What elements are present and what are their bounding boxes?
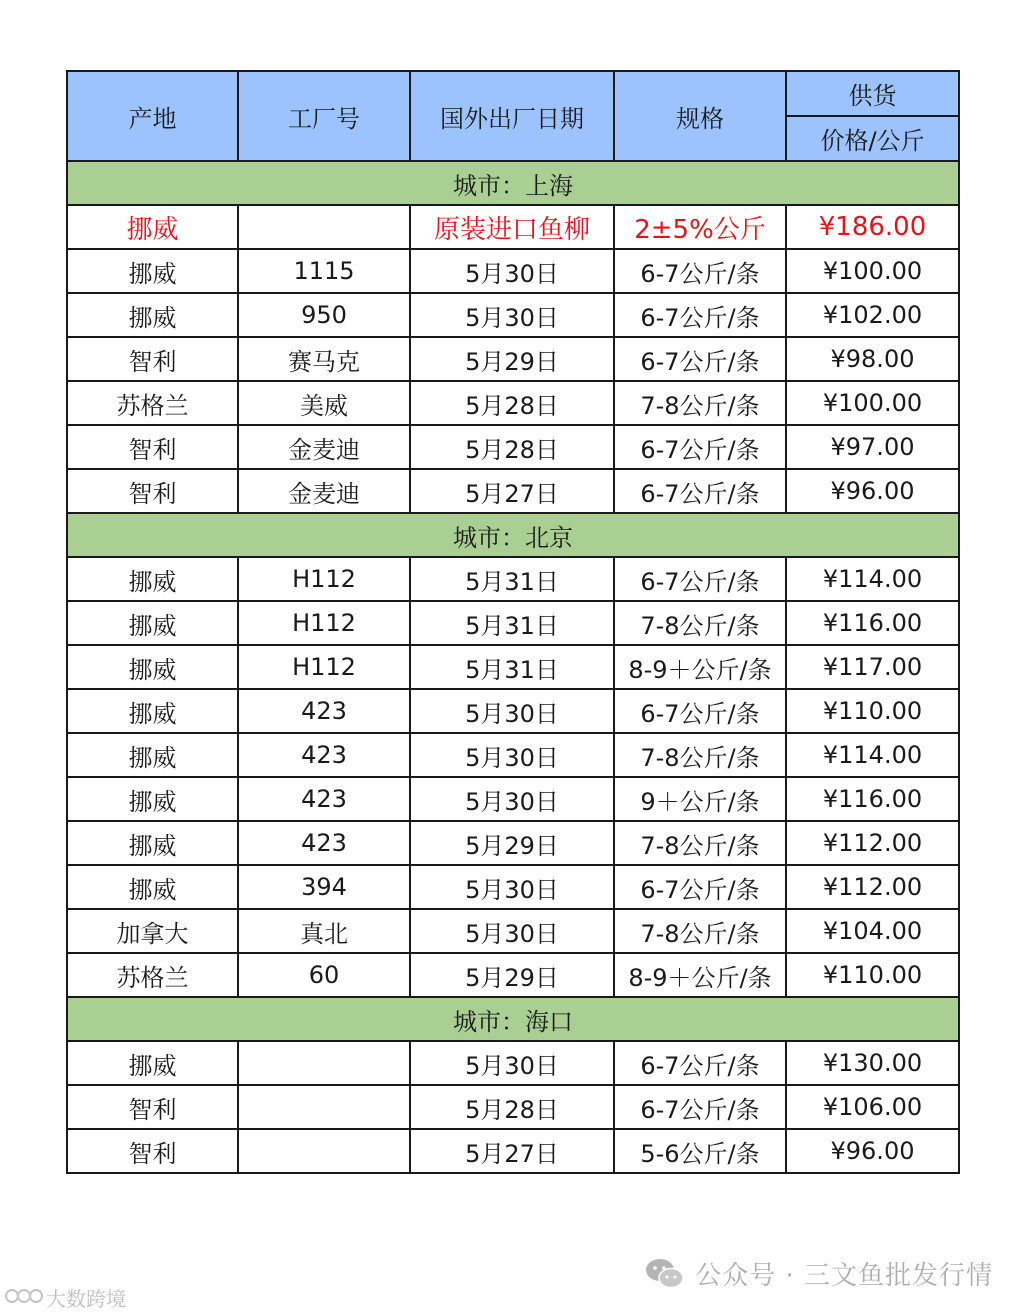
cell-date: 5月30日 — [410, 909, 614, 953]
table-row — [67, 821, 959, 865]
cell-factory: 金麦迪 — [238, 469, 410, 513]
table-row — [67, 733, 959, 777]
cell-date: 5月30日 — [410, 249, 614, 293]
cell-spec: 6-7公斤/条 — [614, 865, 786, 909]
cell-date: 5月31日 — [410, 645, 614, 689]
cell-date: 5月29日 — [410, 821, 614, 865]
cell-origin: 挪威 — [67, 249, 238, 293]
cell-date: 5月27日 — [410, 469, 614, 513]
city-row — [67, 997, 959, 1041]
cell-spec: 8-9＋公斤/条 — [614, 953, 786, 997]
cell-date: 5月28日 — [410, 381, 614, 425]
table-row — [67, 1129, 959, 1173]
city-row — [67, 513, 959, 557]
cell-factory: 真北 — [238, 909, 410, 953]
price-table — [66, 70, 960, 1174]
cell-origin: 挪威 — [67, 865, 238, 909]
table-row — [67, 381, 959, 425]
cell-price: ¥100.00 — [786, 381, 959, 425]
cell-price: ¥96.00 — [786, 469, 959, 513]
city-label: 城市：北京 — [67, 513, 959, 557]
cell-price: ¥96.00 — [786, 1129, 959, 1173]
cell-origin: 挪威 — [67, 821, 238, 865]
cell-price: ¥114.00 — [786, 733, 959, 777]
cell-date: 5月29日 — [410, 953, 614, 997]
table-row — [67, 249, 959, 293]
cell-origin: 智利 — [67, 1129, 238, 1173]
cell-spec: 7-8公斤/条 — [614, 821, 786, 865]
cell-spec: 6-7公斤/条 — [614, 293, 786, 337]
cell-date: 5月30日 — [410, 777, 614, 821]
cell-price: ¥116.00 — [786, 601, 959, 645]
table-header — [67, 71, 959, 161]
cell-date: 5月30日 — [410, 689, 614, 733]
cell-origin: 苏格兰 — [67, 381, 238, 425]
cell-factory: 394 — [238, 865, 410, 909]
cell-factory: 60 — [238, 953, 410, 997]
cell-spec: 6-7公斤/条 — [614, 469, 786, 513]
cell-factory: 423 — [238, 777, 410, 821]
table-row — [67, 777, 959, 821]
city-label: 城市：上海 — [67, 161, 959, 205]
header-origin: 产地 — [67, 71, 238, 161]
cell-origin: 挪威 — [67, 557, 238, 601]
cell-price: ¥102.00 — [786, 293, 959, 337]
cell-price: ¥106.00 — [786, 1085, 959, 1129]
cell-date: 5月27日 — [410, 1129, 614, 1173]
cell-price: ¥100.00 — [786, 249, 959, 293]
cell-date: 5月30日 — [410, 865, 614, 909]
cell-price: ¥114.00 — [786, 557, 959, 601]
cell-origin: 苏格兰 — [67, 953, 238, 997]
cell-spec: 7-8公斤/条 — [614, 909, 786, 953]
cell-date: 5月31日 — [410, 557, 614, 601]
cell-factory — [238, 205, 410, 249]
cell-origin: 挪威 — [67, 205, 238, 249]
cell-origin: 挪威 — [67, 777, 238, 821]
cell-price: ¥186.00 — [786, 205, 959, 249]
table-row — [67, 909, 959, 953]
watermark-logo-icon — [4, 1286, 44, 1310]
cell-price: ¥104.00 — [786, 909, 959, 953]
cell-date: 原装进口鱼柳 — [410, 205, 614, 249]
header-spec: 规格 — [614, 71, 786, 161]
table-row — [67, 1041, 959, 1085]
cell-price: ¥112.00 — [786, 821, 959, 865]
cell-factory — [238, 1041, 410, 1085]
table-row — [67, 469, 959, 513]
cell-spec: 2±5%公斤 — [614, 205, 786, 249]
table-row — [67, 425, 959, 469]
cell-origin: 智利 — [67, 469, 238, 513]
cell-price: ¥98.00 — [786, 337, 959, 381]
cell-spec: 7-8公斤/条 — [614, 733, 786, 777]
cell-spec: 8-9＋公斤/条 — [614, 645, 786, 689]
cell-factory: 423 — [238, 821, 410, 865]
table-row — [67, 205, 959, 249]
cell-origin: 智利 — [67, 425, 238, 469]
cell-date: 5月28日 — [410, 425, 614, 469]
cell-factory — [238, 1085, 410, 1129]
header-price: 价格/公斤 — [786, 116, 959, 161]
cell-price: ¥116.00 — [786, 777, 959, 821]
footer-brand-text: 公众号 · 三文鱼批发行情 — [695, 1261, 993, 1291]
cell-factory: H112 — [238, 645, 410, 689]
cell-factory: H112 — [238, 557, 410, 601]
cell-factory — [238, 1129, 410, 1173]
cell-factory: 1115 — [238, 249, 410, 293]
table-body — [67, 161, 959, 1173]
table-row — [67, 601, 959, 645]
header-factory: 工厂号 — [238, 71, 410, 161]
cell-factory: 423 — [238, 689, 410, 733]
city-label: 城市：海口 — [67, 997, 959, 1041]
cell-origin: 挪威 — [67, 645, 238, 689]
cell-origin: 挪威 — [67, 733, 238, 777]
table-row — [67, 645, 959, 689]
cell-origin: 挪威 — [67, 293, 238, 337]
table-row — [67, 953, 959, 997]
cell-factory: 950 — [238, 293, 410, 337]
cell-origin: 挪威 — [67, 1041, 238, 1085]
cell-price: ¥97.00 — [786, 425, 959, 469]
cell-origin: 挪威 — [67, 601, 238, 645]
cell-price: ¥110.00 — [786, 689, 959, 733]
cell-origin: 智利 — [67, 337, 238, 381]
table-row — [67, 865, 959, 909]
cell-date: 5月30日 — [410, 293, 614, 337]
cell-spec: 6-7公斤/条 — [614, 337, 786, 381]
wechat-icon — [645, 1257, 685, 1291]
cell-spec: 6-7公斤/条 — [614, 249, 786, 293]
header-supply: 供货 — [786, 71, 959, 116]
cell-price: ¥110.00 — [786, 953, 959, 997]
cell-date: 5月30日 — [410, 733, 614, 777]
cell-spec: 7-8公斤/条 — [614, 601, 786, 645]
cell-spec: 7-8公斤/条 — [614, 381, 786, 425]
footer-brand — [645, 1255, 993, 1292]
cell-factory: 金麦迪 — [238, 425, 410, 469]
cell-factory: 423 — [238, 733, 410, 777]
cell-date: 5月29日 — [410, 337, 614, 381]
city-row — [67, 161, 959, 205]
table-row — [67, 1085, 959, 1129]
cell-price: ¥112.00 — [786, 865, 959, 909]
cell-factory: 美威 — [238, 381, 410, 425]
cell-date: 5月28日 — [410, 1085, 614, 1129]
cell-spec: 5-6公斤/条 — [614, 1129, 786, 1173]
cell-price: ¥117.00 — [786, 645, 959, 689]
table-row — [67, 689, 959, 733]
cell-spec: 9＋公斤/条 — [614, 777, 786, 821]
cell-factory: H112 — [238, 601, 410, 645]
watermark-text: 大数跨境 — [46, 1287, 126, 1311]
cell-origin: 加拿大 — [67, 909, 238, 953]
table-row — [67, 337, 959, 381]
cell-spec: 6-7公斤/条 — [614, 1041, 786, 1085]
cell-origin: 智利 — [67, 1085, 238, 1129]
cell-spec: 6-7公斤/条 — [614, 425, 786, 469]
header-date: 国外出厂日期 — [410, 71, 614, 161]
watermark — [4, 1283, 126, 1312]
cell-spec: 6-7公斤/条 — [614, 689, 786, 733]
cell-origin: 挪威 — [67, 689, 238, 733]
cell-date: 5月30日 — [410, 1041, 614, 1085]
table-row — [67, 293, 959, 337]
cell-spec: 6-7公斤/条 — [614, 1085, 786, 1129]
table-row — [67, 557, 959, 601]
cell-factory: 赛马克 — [238, 337, 410, 381]
cell-spec: 6-7公斤/条 — [614, 557, 786, 601]
cell-price: ¥130.00 — [786, 1041, 959, 1085]
cell-date: 5月31日 — [410, 601, 614, 645]
